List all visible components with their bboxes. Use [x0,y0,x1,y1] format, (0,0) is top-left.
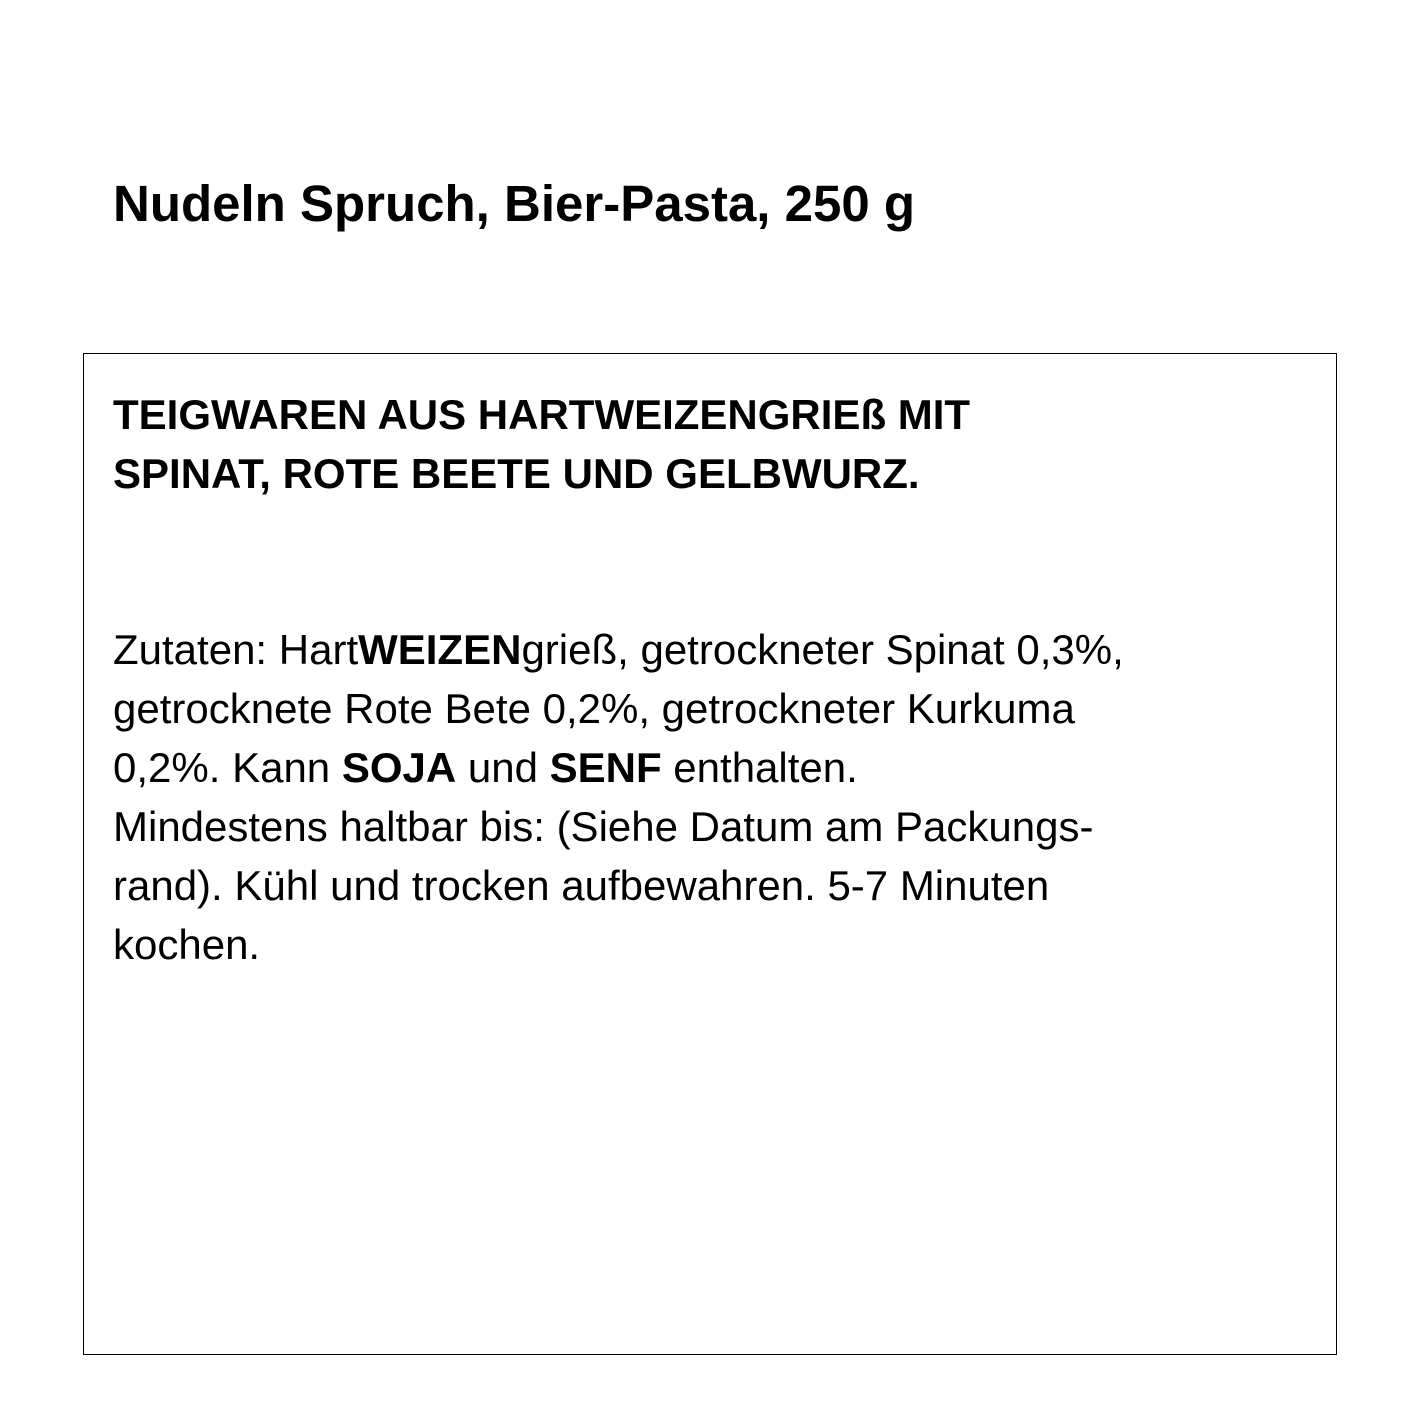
ingredients-line-3-middle: und [456,744,550,791]
product-description [113,385,1313,503]
ingredients-text [113,620,1323,974]
ingredients-line-3-prefix: 0,2%. Kann [113,744,342,791]
storage-line: rand). Kühl und trocken aufbewahren. 5-7 Minuten [113,862,1050,909]
allergen-weizen: WEIZEN [358,626,522,673]
product-title: Nudeln Spruch, Bier-Pasta, 250 g [113,175,916,232]
allergen-soja: SOJA [341,744,457,791]
allergen-senf: SENF [549,744,662,791]
ingredients-line-3 [113,738,1323,797]
ingredients-line-1 [113,620,1323,679]
ingredients-prefix: Zutaten: Hart [113,626,359,673]
ingredients-line-1-rest: grieß, getrockneter Spinat 0,3%, [521,626,1124,673]
description-line-2: SPINAT, ROTE BEETE UND GELBWURZ. [113,450,920,497]
ingredients-line-2: getrocknete Rote Bete 0,2%, getrockneter Kurkuma [113,685,1075,732]
best-before-line: Mindestens haltbar bis: (Siehe Datum am Packungs- [113,803,1094,850]
ingredients-line-3-suffix: enthalten. [661,744,858,791]
cooking-line: kochen. [113,921,261,968]
description-line-1: TEIGWAREN AUS HARTWEIZENGRIEß MIT [113,391,971,438]
label-box [83,353,1337,1355]
